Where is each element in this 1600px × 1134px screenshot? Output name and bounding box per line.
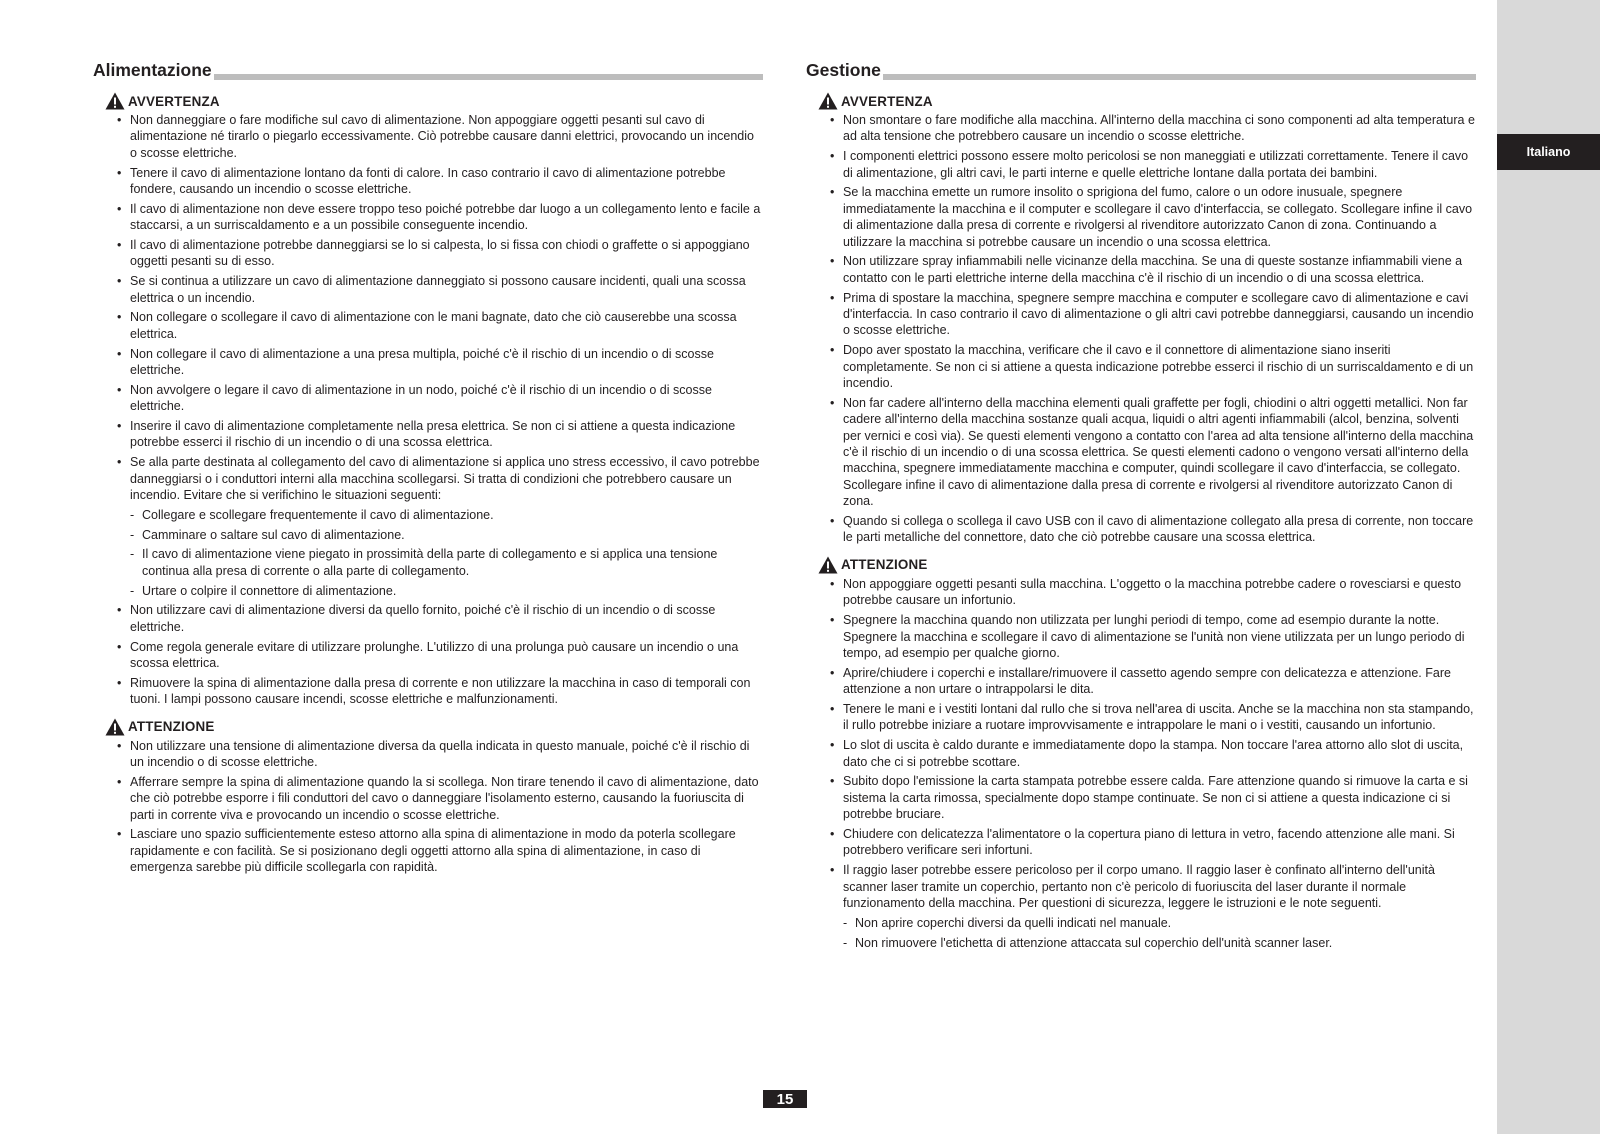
bullet-marker: • [117, 201, 122, 216]
sub-list-item [93, 583, 763, 599]
sub-list-item [93, 546, 763, 579]
list-item [806, 395, 1476, 510]
left-column [93, 60, 763, 886]
dash-marker: - [843, 915, 848, 930]
warning-triangle-icon [818, 556, 838, 574]
item-text: Dopo aver spostato la macchina, verificare che il cavo e il connettore di alimentazione siano inseriti completamente. Se non ci si attiene a questa indicazione potrebbe esserci il rischio di un surriscaldamento e di un incendio. [843, 343, 1474, 391]
caution-heading [105, 718, 763, 736]
bullet-marker: • [830, 826, 835, 841]
warning-triangle-icon [105, 92, 125, 110]
bullet-marker: • [830, 665, 835, 680]
list-item [93, 346, 763, 379]
bullet-marker: • [117, 113, 122, 127]
bullet-marker: • [830, 576, 835, 591]
bullet-marker: • [117, 274, 122, 289]
list-item [93, 675, 763, 708]
bullet-marker: • [830, 343, 835, 358]
item-text: Rimuovere la spina di alimentazione dalla presa di corrente e non utilizzare la macchina in caso di temporali con tuoni. I lampi possono causare incendi, scosse elettriche e malfunzionamenti. [130, 675, 751, 707]
dash-marker: - [130, 527, 135, 542]
item-text: Subito dopo l'emissione la carta stampata potrebbe essere calda. Fare attenzione quando si rimuove la carta e si sistema la carta rimossa, specialmente dopo stampe continuate. Se non ci si attiene a questa indicazione ci si potrebbe bruciare. [843, 774, 1468, 822]
section-heading-handling [806, 60, 1476, 80]
list-item [806, 665, 1476, 698]
item-text: Prima di spostare la macchina, spegnere sempre macchina e computer e scollegare cavo di alimentazione e cavi d'interfaccia. In caso contrario il cavo di alimentazione o gli altri cavi potrebbe danneggiarsi, causando un incendio o scosse elettriche. [843, 290, 1474, 338]
warning-heading [105, 92, 763, 110]
item-text: Se la macchina emette un rumore insolito o sprigiona del fumo, calore o un odore inusuale, spegnere immediatamente la macchina e il computer e scollegare il cavo d'interfaccia, se collegato. Scollegare infine il cavo di alimentazione dalla presa di corrente e rivolgersi al rivenditore autorizzato Canon di zona. Continuando a utilizzare la macchina si potrebbe causare un incendio o una scossa elettrica. [843, 185, 1473, 249]
list-item [806, 290, 1476, 339]
sub-list-item [806, 935, 1476, 951]
list-item [806, 862, 1476, 911]
bullet-marker: • [117, 603, 122, 618]
item-text: Inserire il cavo di alimentazione completamente nella presa elettrica. Se non ci si attiene a questa indicazione potrebbe esserci il rischio di un incendio o di una scossa elettrica. [130, 419, 736, 450]
warning-label: AVVERTENZA [841, 93, 933, 109]
list-item [806, 773, 1476, 822]
item-text: Il cavo di alimentazione potrebbe danneggiarsi se lo si calpesta, lo si fissa con chiodi o graffette o si appoggiano oggetti pesanti su di esso. [130, 238, 750, 269]
dash-marker: - [843, 935, 848, 950]
warning-list [806, 112, 1476, 546]
bullet-marker: • [117, 827, 122, 842]
caution-list [806, 576, 1476, 951]
bullet-marker: • [830, 149, 835, 164]
warning-heading [818, 92, 1476, 110]
bullet-marker: • [830, 514, 835, 529]
list-item [93, 774, 763, 823]
bullet-marker: • [830, 738, 835, 753]
list-item [806, 342, 1476, 391]
list-item [806, 701, 1476, 734]
section-title: Alimentazione [93, 60, 212, 80]
caution-label: ATTENZIONE [841, 557, 928, 573]
bullet-marker: • [117, 639, 122, 654]
heading-rule [883, 74, 1476, 80]
item-text: Tenere le mani e i vestiti lontani dal rullo che si trova nell'area di uscita. Anche se la macchina non sta stampando, il rullo potrebbe iniziare a ruotare improvvisamente e intrappolare le mani o i vestiti, causando un infortunio. [843, 701, 1474, 733]
list-item [806, 112, 1476, 145]
item-text: Se si continua a utilizzare un cavo di alimentazione danneggiato si possono causare incidenti, quali una scossa elettrica o un incendio. [130, 274, 746, 305]
item-text: Il cavo di alimentazione non deve essere troppo teso poiché potrebbe dar luogo a un collegamento lento e facile a staccarsi, a un surriscaldamento e a un possibile conseguente incendio. [130, 201, 761, 233]
heading-rule [214, 74, 763, 80]
item-text: Tenere il cavo di alimentazione lontano da fonti di calore. In caso contrario il cavo di alimentazione potrebbe fondere, causando un incendio o scosse elettriche. [130, 165, 726, 197]
bullet-marker: • [830, 774, 835, 789]
item-text: I componenti elettrici possono essere molto pericolosi se non maneggiati e utilizzati correttamente. Tenere il cavo di alimentazione, gli altri cavi, le parti interne e quelle elettriche lontane dalla portata dei bambini. [843, 149, 1469, 180]
bullet-marker: • [830, 863, 835, 878]
bullet-marker: • [117, 382, 122, 397]
item-text: Aprire/chiudere i coperchi e installare/rimuovere il cassetto agendo sempre con delicatezza e attenzione. Fare attenzione a non urtare o intrappolarsi le dita. [843, 665, 1451, 697]
page-number: 15 [763, 1090, 807, 1108]
item-text: Non appoggiare oggetti pesanti sulla macchina. L'oggetto o la macchina potrebbe cadere o rovesciarsi e questo potrebbe causare un infortunio. [843, 576, 1462, 608]
item-text: Non danneggiare o fare modifiche sul cavo di alimentazione. Non appoggiare oggetti pesanti sul cavo di alimentazione né tirarlo o piegarlo eccessivamente. Ciò potrebbe causare danni elettrici, provocando un incendio o scosse elettriche. [130, 113, 754, 160]
list-item [93, 826, 763, 875]
right-column [806, 60, 1476, 961]
list-item [93, 454, 763, 503]
item-text: Non far cadere all'interno della macchina elementi quali graffette per fogli, chiodini o altri oggetti metallici. Non far cadere all'interno della macchina sostanze quali acqua, liquidi o altri agenti infiammabili (alcol, benzina, solventi per vernici e così via). Se questi elementi vengono a contatto con l'area ad alta tensione all'interno della macchina c'è il rischio di un incendio o di una scossa elettrica. Se questi elementi cadono o vengono versati all'interno della macchina, spegnere immediatamente macchina e computer, quindi scollegare il cavo d'interfaccia, se collegato. Scollegare infine il cavo di alimentazione dalla presa di corrente e rivolgersi al rivenditore autorizzato Canon di zona. [843, 395, 1474, 509]
bullet-marker: • [117, 738, 122, 753]
item-text: Camminare o saltare sul cavo di alimentazione. [142, 527, 405, 542]
bullet-marker: • [830, 290, 835, 305]
list-item [806, 612, 1476, 661]
item-text: Non utilizzare spray infiammabili nelle vicinanze della macchina. Se una di queste sostanze infiammabili viene a contatto con le parti elettriche interne della macchina c'è il rischio di un incendio o di una scossa elettrica. [843, 254, 1463, 285]
item-text: Urtare o colpire il connettore di alimentazione. [142, 583, 397, 598]
caution-list [93, 738, 763, 876]
list-item [93, 602, 763, 635]
list-item [806, 737, 1476, 770]
caution-label: ATTENZIONE [128, 719, 215, 735]
bullet-marker: • [117, 310, 122, 325]
item-text: Quando si collega o scollega il cavo USB con il cavo di alimentazione collegato alla presa di corrente, non toccare le parti metalliche del connettore, dato che ciò potrebbe causare una scossa elettrica. [843, 514, 1474, 545]
list-item [93, 112, 763, 161]
bullet-marker: • [117, 165, 122, 180]
bullet-marker: • [830, 113, 835, 127]
section-heading-power [93, 60, 763, 80]
bullet-marker: • [117, 675, 122, 690]
bullet-marker: • [830, 254, 835, 269]
item-text: Lasciare uno spazio sufficientemente esteso attorno alla spina di alimentazione in modo da poterla scollegare rapidamente e con facilità. Se si posizionano degli oggetti attorno alla spina di alimentazione, in caso di emergenza sarebbe più difficile scollegarla con rapidità. [130, 827, 736, 875]
bullet-marker: • [830, 701, 835, 716]
item-text: Non collegare il cavo di alimentazione a una presa multipla, poiché c'è il rischio di un incendio o di scosse elettriche. [130, 346, 714, 378]
list-item [806, 513, 1476, 546]
list-item [93, 165, 763, 198]
list-item [93, 639, 763, 672]
list-item [806, 826, 1476, 859]
bullet-marker: • [830, 613, 835, 628]
bullet-marker: • [830, 185, 835, 200]
dash-marker: - [130, 547, 135, 562]
item-text: Chiudere con delicatezza l'alimentatore o la copertura piano di lettura in vetro, facendo attenzione alle mani. Si potrebbero verificare seri infortuni. [843, 826, 1455, 858]
bullet-marker: • [117, 419, 122, 434]
item-text: Se alla parte destinata al collegamento del cavo di alimentazione si applica uno stress eccessivo, il cavo potrebbe danneggiarsi o i conduttori interni alla macchina scollegarsi. Si tratta di condizioni che potrebbero causare un incendio. Evitare che si verifichino le situazioni seguenti: [130, 455, 760, 503]
warning-list [93, 112, 763, 708]
item-text: Non utilizzare cavi di alimentazione diversi da quello fornito, poiché c'è il rischio di un incendio o di scosse elettriche. [130, 603, 716, 634]
list-item [93, 382, 763, 415]
bullet-marker: • [830, 395, 835, 410]
item-text: Il raggio laser potrebbe essere pericoloso per il corpo umano. Il raggio laser è confinato all'interno dell'unità scanner laser tramite un coperchio, pertanto non c'è pericolo di fuoriuscita del laser durante il normale funzionamento della macchina. Per questioni di sicurezza, leggere le istruzioni e le note seguenti. [843, 863, 1435, 910]
caution-heading [818, 556, 1476, 574]
sub-list-item [93, 527, 763, 543]
warning-triangle-icon [818, 92, 838, 110]
language-tab[interactable]: Italiano [1497, 134, 1600, 170]
item-text: Spegnere la macchina quando non utilizzata per lunghi periodi di tempo, come ad esempio durante la notte. Spegnere la macchina e scollegare il cavo di alimentazione se l'unità non viene utilizzata per un lungo periodo di tempo, ad esempio per qualche giorno. [843, 613, 1465, 660]
bullet-marker: • [117, 346, 122, 361]
item-text: Collegare e scollegare frequentemente il cavo di alimentazione. [142, 507, 494, 522]
list-item [93, 418, 763, 451]
list-item [93, 237, 763, 270]
warning-label: AVVERTENZA [128, 93, 220, 109]
item-text: Non aprire coperchi diversi da quelli indicati nel manuale. [855, 915, 1172, 930]
item-text: Come regola generale evitare di utilizzare prolunghe. L'utilizzo di una prolunga può causare un incendio o una scossa elettrica. [130, 639, 739, 671]
item-text: Il cavo di alimentazione viene piegato in prossimità della parte di collegamento e si applica una tensione continua alla presa di corrente o alla parte di collegamento. [142, 547, 718, 578]
list-item [93, 309, 763, 342]
list-item [93, 273, 763, 306]
sidebar-strip [1497, 0, 1600, 1134]
sub-list-item [93, 507, 763, 523]
bullet-marker: • [117, 238, 122, 253]
item-text: Lo slot di uscita è caldo durante e immediatamente dopo la stampa. Non toccare l'area attorno allo slot di uscita, dato che ci si potrebbe scottare. [843, 738, 1464, 769]
dash-marker: - [130, 583, 135, 598]
item-text: Afferrare sempre la spina di alimentazione quando la si scollega. Non tirare tenendo il cavo di alimentazione, dato che ciò potrebbe esporre i fili conduttori del cavo o danneggiare l'isolamento esterno, causando la fuoriuscita di parti in corrente viva e provocando un incendio o scosse elettriche. [130, 774, 759, 822]
list-item [806, 148, 1476, 181]
bullet-marker: • [117, 455, 122, 470]
list-item [806, 253, 1476, 286]
list-item [806, 184, 1476, 250]
item-text: Non utilizzare una tensione di alimentazione diversa da quella indicata in questo manuale, poiché c'è il rischio di un incendio o di scosse elettriche. [130, 738, 750, 770]
warning-triangle-icon [105, 718, 125, 736]
section-title: Gestione [806, 60, 881, 80]
bullet-marker: • [117, 774, 122, 789]
item-text: Non smontare o fare modifiche alla macchina. All'interno della macchina ci sono componenti ad alta temperatura e ad alta tensione che potrebbero causare un incendio o scosse elettriche. [843, 113, 1475, 144]
list-item [93, 201, 763, 234]
list-item [93, 738, 763, 771]
item-text: Non rimuovere l'etichetta di attenzione attaccata sul coperchio dell'unità scanner laser. [855, 935, 1333, 950]
item-text: Non collegare o scollegare il cavo di alimentazione con le mani bagnate, dato che ciò causerebbe una scossa elettrica. [130, 310, 737, 341]
sub-list-item [806, 915, 1476, 931]
dash-marker: - [130, 507, 135, 522]
item-text: Non avvolgere o legare il cavo di alimentazione in un nodo, poiché c'è il rischio di un incendio o di scosse elettriche. [130, 382, 712, 414]
list-item [806, 576, 1476, 609]
